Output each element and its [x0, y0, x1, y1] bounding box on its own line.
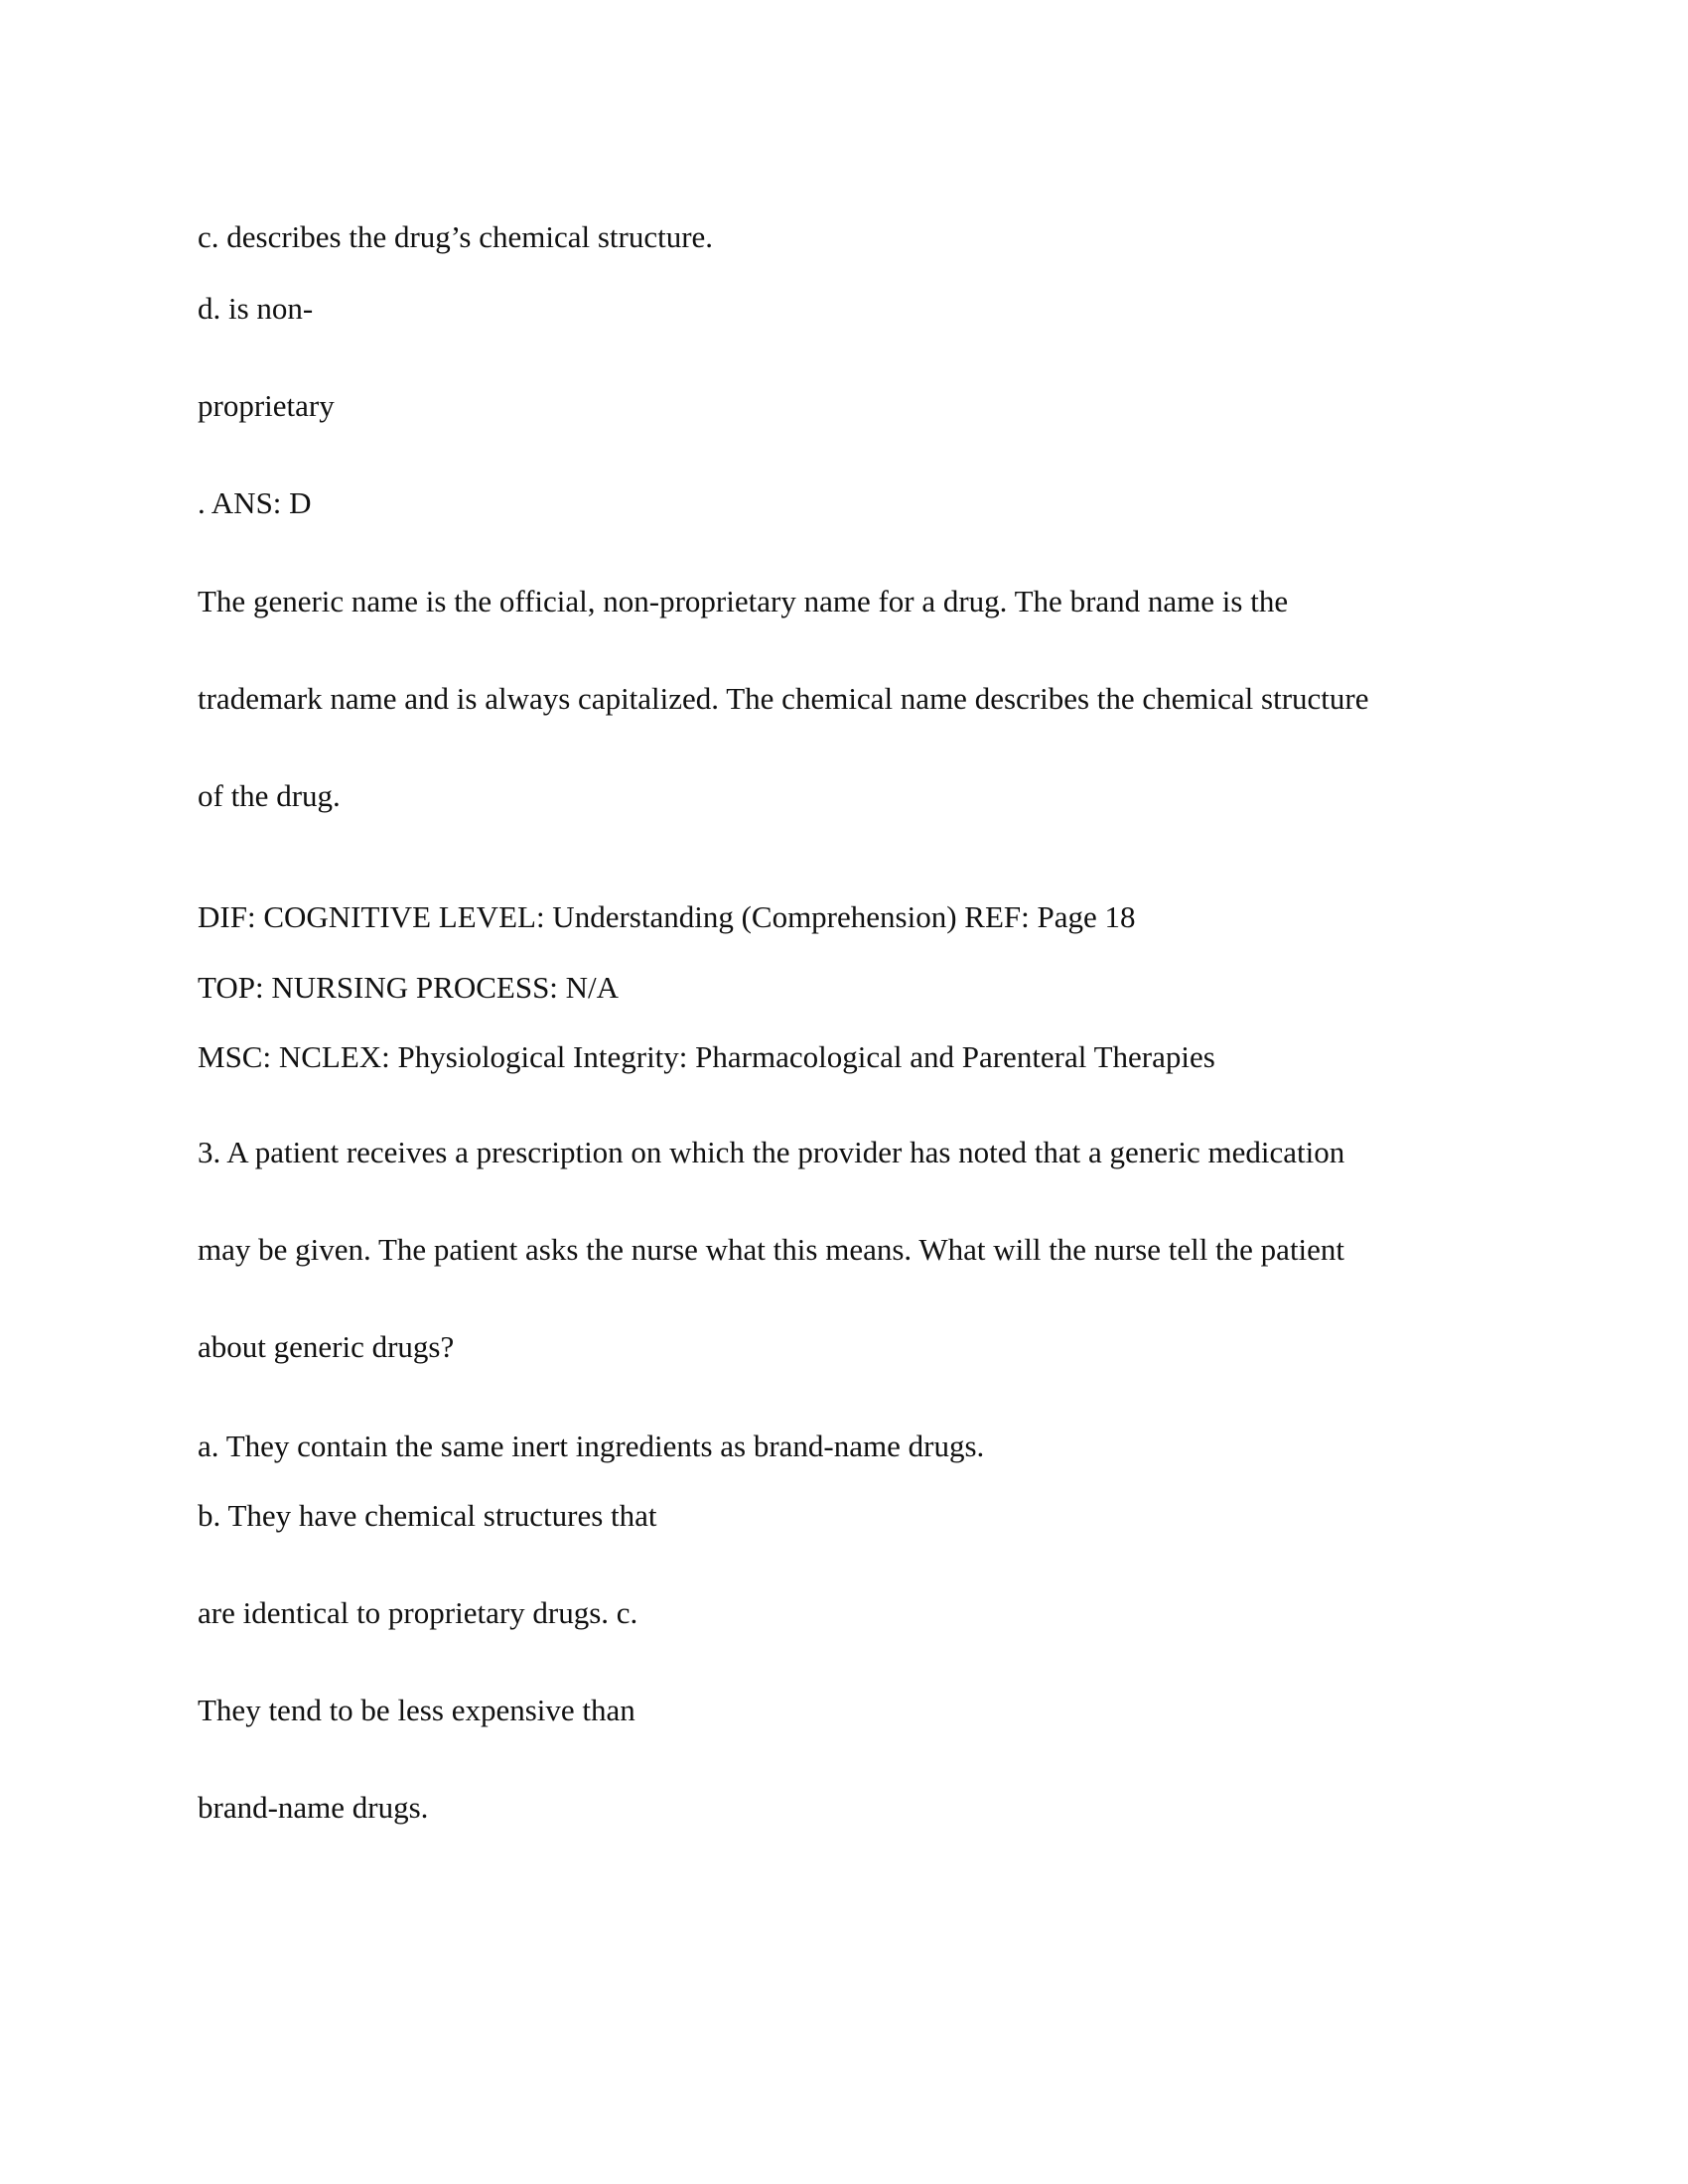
q2-option-d-line-1: d. is non-: [198, 291, 314, 326]
q2-answer: . ANS: D: [198, 485, 312, 520]
q2-topic: TOP: NURSING PROCESS: N/A: [198, 970, 620, 1005]
q2-option-d-line-2: proprietary: [198, 388, 335, 423]
q2-rationale-line-1: The generic name is the official, non-proprietary name for a drug. The brand name is the: [198, 584, 1289, 618]
q3-option-c-line-2: brand-name drugs.: [198, 1790, 429, 1825]
q3-option-c-line-1: They tend to be less expensive than: [198, 1693, 635, 1727]
q3-stem-line-1: 3. A patient receives a prescription on which the provider has noted that a generic medication: [198, 1135, 1345, 1169]
q2-difficulty: DIF: COGNITIVE LEVEL: Understanding (Comprehension) REF: Page 18: [198, 899, 1136, 934]
q3-option-a: a. They contain the same inert ingredients as brand-name drugs.: [198, 1429, 985, 1463]
q2-rationale-line-3: of the drug.: [198, 778, 341, 813]
q2-option-c: c. describes the drug’s chemical structure.: [198, 219, 714, 254]
q3-stem-line-3: about generic drugs?: [198, 1329, 455, 1364]
q2-msc: MSC: NCLEX: Physiological Integrity: Pharmacological and Parenteral Therapies: [198, 1039, 1215, 1074]
q3-option-b-line-2: are identical to proprietary drugs. c.: [198, 1595, 638, 1630]
q3-stem-line-2: may be given. The patient asks the nurse what this means. What will the nurse tell the patient: [198, 1232, 1345, 1267]
q3-option-b-line-1: b. They have chemical structures that: [198, 1498, 657, 1533]
q2-rationale-line-2: trademark name and is always capitalized. The chemical name describes the chemical structure: [198, 681, 1369, 716]
